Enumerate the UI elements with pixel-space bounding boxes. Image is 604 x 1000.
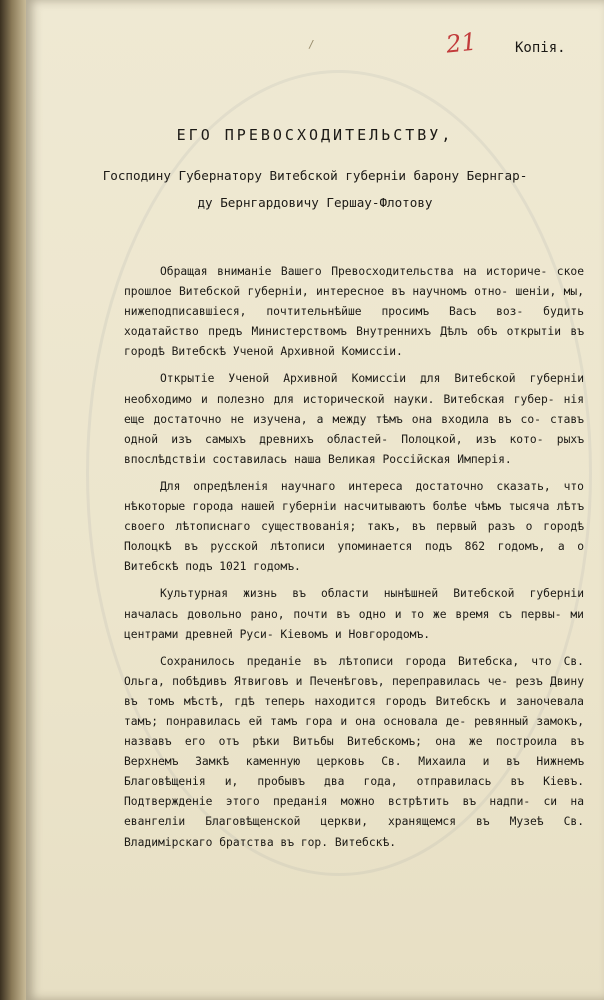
paragraph-2: Открытіе Ученой Архивной Комиссіи для Витебской губерніи необходимо и полезно для исторической науки. Витебская губер- нія еще достаточно не изучена, а между тѣмъ она входила въ со- ставъ одной изъ самыхъ древнихъ областей- Полоцкой, изъ кото- рыхъ впослѣдствіи составилась наша Великая Россійская Имперія. xyxy=(124,372,584,466)
document-page xyxy=(26,0,604,1000)
paragraph-3: Для опредѣленія научнаго интереса достаточно сказать, что нѣкоторые города нашей губерніи насчитываютъ болѣе чѣмъ тысяча лѣтъ своего лѣтописнаго существованія; такъ, въ первый разъ о городѣ Полоцкѣ въ русской лѣтописи упоминается подъ 862 годомъ, а о Витебскѣ подъ 1021 годомъ. xyxy=(124,479,584,574)
folio-mark: / xyxy=(308,38,315,51)
addressee-line-2: ду Бернгардовичу Гершау-Флотову xyxy=(197,195,433,210)
book-binding xyxy=(0,0,26,1000)
paragraph-5: Сохранилось преданіе въ лѣтописи города Витебска, что Св. Ольга, побѣдивъ Ятвиговъ и Печенѣговъ, переправилась че- резъ Двину въ томъ мѣстѣ, гдѣ теперь находится городъ Витебскъ и заночевала тамъ; понравилась ей тамъ гора и она основала де- ревянный замокъ, назвавъ его отъ рѣки Витьбы Витебскомъ; она же построила въ Верхнемъ Замкѣ каменную церковь Св. Михаила и въ Нижнемъ Благовѣщенія и, пробывъ два года, отправилась въ Кіевъ. Подтвержденіе этого преданія можно встрѣтить въ надпи- си на евангеліи Благовѣщенской церкви, хранящемся въ Музеѣ Св. Владимірскаго братства въ гор. Витебскѣ. xyxy=(124,654,584,849)
paragraph-4: Культурная жизнь въ области нынѣшней Витебской губерніи началась довольно рано, почти въ одно и то же время съ первы- ми центрами древней Руси- Кіевомъ и Новгородомъ. xyxy=(124,587,584,641)
addressee-line-1: Господину Губернатору Витебской губерніи барону Бернгар- xyxy=(102,168,528,183)
paragraph-1: Обращая вниманіе Вашего Превосходительства на историче- ское прошлое Витебской губерніи, интересное въ научномъ отно- шеніи, мы, нижеподписавшіеся, почтительнѣйше просимъ Васъ воз- будить ходатайство предъ Министерствомъ Внутреннихъ Дѣлъ объ открытіи въ городѣ Витебскѣ Ученой Архивной Комиссіи. xyxy=(124,265,584,359)
folio-number: 21 xyxy=(444,27,478,59)
addressee-block xyxy=(26,162,604,216)
copy-label: Копія. xyxy=(515,40,566,56)
petition-body xyxy=(124,262,584,860)
document-heading: ЕГО ПРЕВОСХОДИТЕЛЬСТВУ, xyxy=(176,126,454,144)
